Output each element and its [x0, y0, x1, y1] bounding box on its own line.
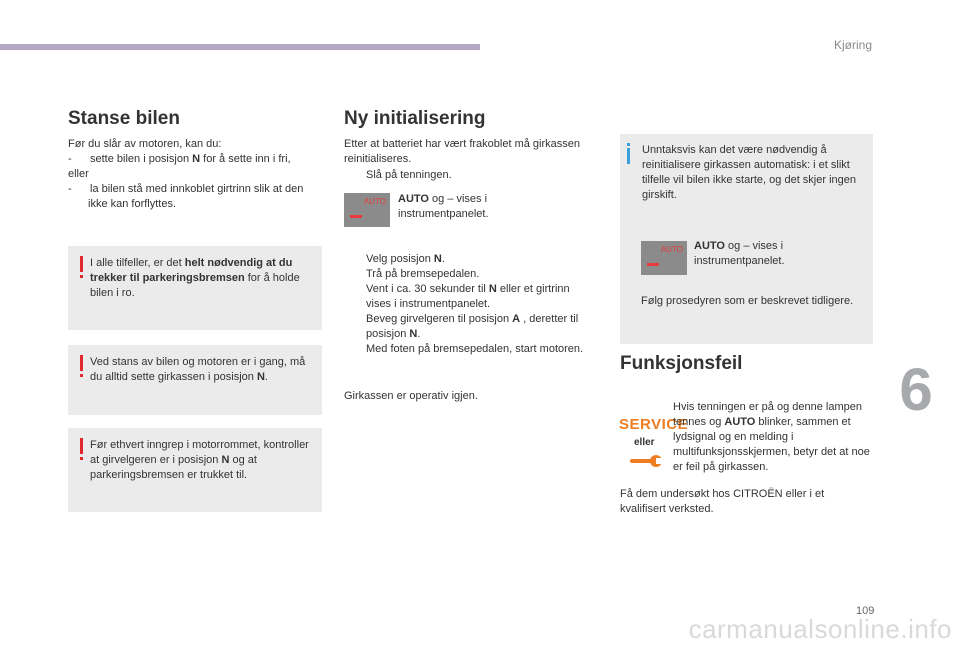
init-step-1: Velg posisjon N.: [366, 253, 445, 265]
init-intro: Etter at batteriet har vært frakoblet må girkassen reinitialiseres.: [344, 138, 580, 165]
header-accent-bar: [0, 44, 480, 50]
init-steps: [344, 252, 594, 357]
auto-warning-icon: AUTO: [641, 241, 687, 275]
warning-box-engine-bay: [68, 428, 322, 512]
stanse-or: eller: [68, 168, 89, 180]
warning-text-neutral: Ved stans av bilen og motoren er i gang, må du alltid sette girkassen i posisjon N.: [90, 356, 306, 383]
init-step-4: Beveg girvelgeren til posisjon A , deretter til posisjon N.: [366, 313, 579, 340]
init-step-5: Med foten på bremsepedalen, start motoren.: [366, 343, 584, 355]
init-step-3: Vent i ca. 30 sekunder til N eller et girtrinn vises i instrumentpanelet.: [366, 283, 570, 310]
stanse-item-2: - la bilen stå med innkoblet girtrinn slik at den ikke kan forflyttes.: [68, 183, 304, 210]
funksjon-text: Hvis tenningen er på og denne lampen tennes og AUTO blinker, sammen et lydsignal og en melding i multifunksjonsskjermen, betyr det at noe er feil på girkassen.: [673, 401, 870, 473]
warning-icon: [80, 438, 83, 454]
wrench-icon: [630, 452, 664, 470]
stanse-item-1: - sette bilen i posisjon N for å sette inn i fri,: [68, 153, 291, 165]
info-auto-note: AUTO og – vises i instrumentpanelet.: [694, 240, 785, 267]
auto-warning-icon: AUTO: [344, 193, 390, 227]
warning-text-parking-brake: I alle tilfeller, er det helt nødvendig at du trekker til parkeringsbremsen for å holde bilen i ro.: [90, 257, 300, 299]
init-step-ignition: Slå på tenningen.: [366, 169, 452, 181]
funksjon-title: Funksjonsfeil: [620, 353, 743, 374]
stanse-title: Stanse bilen: [68, 108, 180, 129]
info-text: Unntaksvis kan det være nødvendig å reinitialisere girkassen automatisk: i et slikt tilfelle vil bilen ikke starte, og det skjer ingen girskift.: [642, 144, 856, 201]
init-step-2: Trå på bremsepedalen.: [366, 268, 480, 280]
stanse-intro: Før du slår av motoren, kan du:: [68, 138, 222, 150]
info-box-reinit: [620, 134, 873, 344]
or-label: eller: [634, 437, 655, 448]
warning-icon: [80, 256, 83, 272]
service-warning-icon: SERVICE: [619, 416, 689, 433]
warning-icon: [80, 355, 83, 371]
init-outro: Girkassen er operativ igjen.: [344, 390, 478, 402]
init-title: Ny initialisering: [344, 108, 486, 129]
watermark: carmanualsonline.info: [688, 614, 952, 644]
chapter-number: 6: [899, 356, 933, 423]
section-label: Kjøring: [833, 38, 872, 52]
warning-box-neutral: [68, 345, 322, 415]
warning-text-engine-bay: Før ethvert inngrep i motorrommet, kontroller at girvelgeren er i posisjon N og at parkeringsbremsen er trukket til.: [90, 439, 309, 481]
info-icon: [627, 148, 630, 164]
init-auto-note: AUTO og – vises i instrumentpanelet.: [398, 193, 489, 220]
warning-box-parking-brake: [68, 246, 322, 330]
info-follow: Følg prosedyren som er beskrevet tidligere.: [641, 295, 854, 307]
page-number: 109: [856, 605, 875, 617]
stanse-intro-block: [68, 137, 320, 212]
funksjon-outro: Få dem undersøkt hos CITROËN eller i et kvalifisert verksted.: [620, 488, 825, 515]
